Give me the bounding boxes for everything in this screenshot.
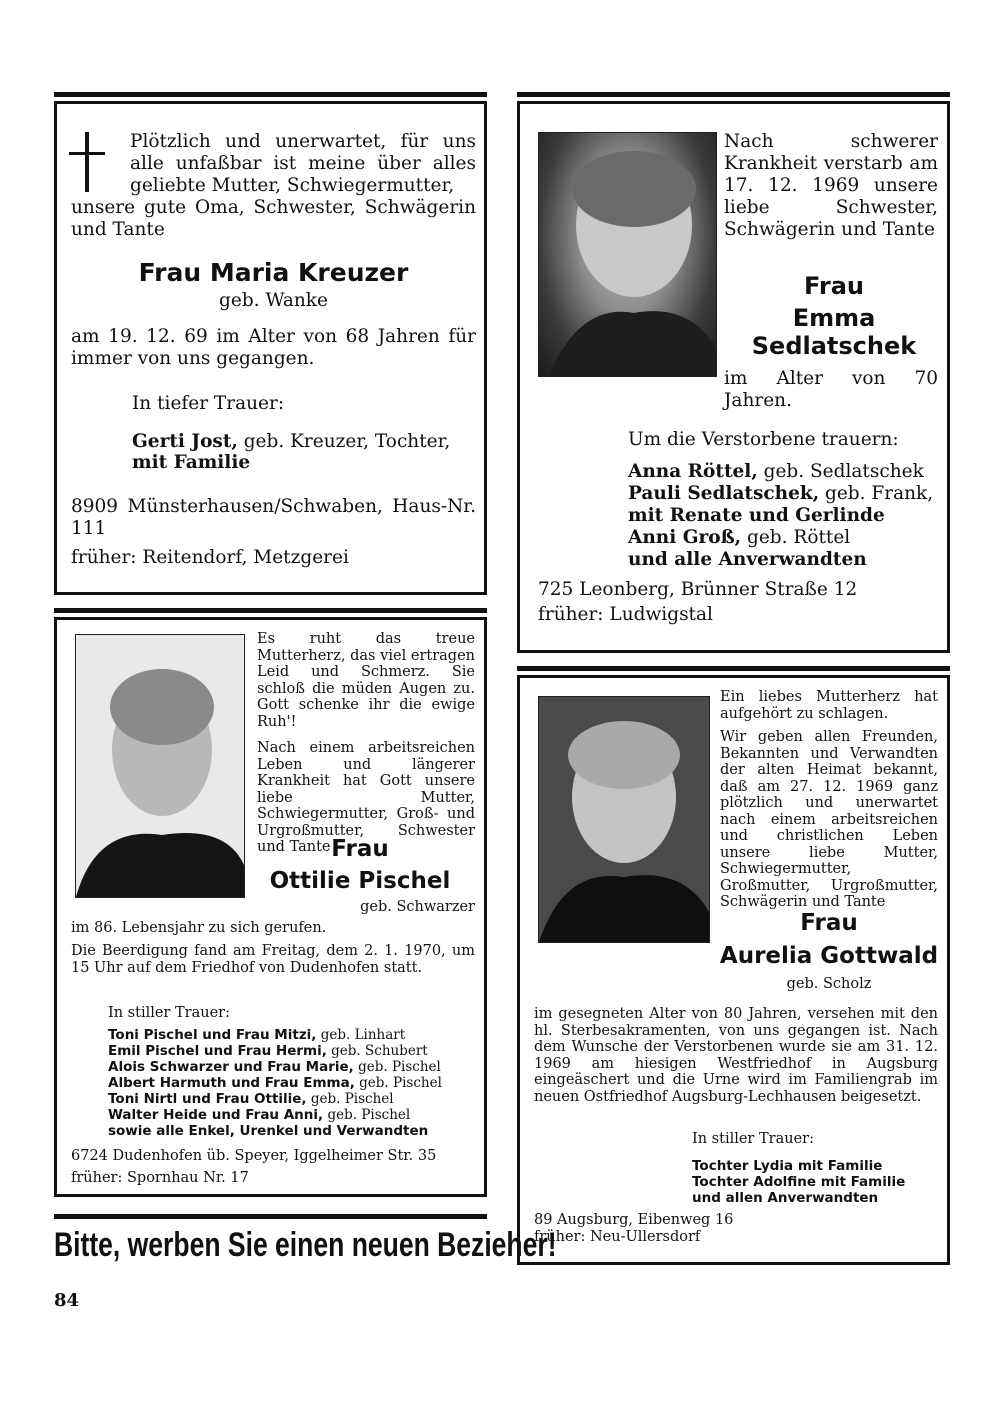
pischel-nee: geb. Schwarzer (360, 899, 475, 915)
pischel-mourner-list (108, 1027, 478, 1139)
mourner-line (108, 1043, 478, 1059)
sedlatschek-address: 725 Leonberg, Brünner Straße 12 (538, 579, 858, 600)
sedlatschek-mourner-list (628, 461, 948, 571)
mourner-detail: geb. Pischel (306, 1091, 394, 1107)
pischel-title-line2: Ottilie Pischel (269, 868, 451, 894)
mourner-detail: geb. Frank, (819, 483, 934, 504)
mourner-line (108, 1091, 478, 1107)
mourner-name: Alois Schwarzer und Frau Marie, (108, 1059, 354, 1075)
kreuzer-address: 8909 Münsterhausen/Schwaben, Haus-Nr. 111 (71, 496, 476, 539)
gottwald-former: früher: Neu-Ullersdorf (534, 1229, 701, 1245)
gottwald-title-line2: Aurelia Gottwald (719, 943, 939, 969)
mourner-name: Walter Heide und Frau Anni, (108, 1107, 324, 1123)
kreuzer-mourner (132, 431, 472, 453)
mourner-line (628, 483, 948, 505)
mourner-detail: geb. Pischel (354, 1075, 442, 1091)
mourner-line (628, 505, 948, 527)
gottwald-portrait-photo (538, 696, 710, 943)
portrait-silhouette (539, 697, 709, 942)
pischel-mourning-heading: In stiller Trauer: (108, 1005, 230, 1021)
obituary-gottwald (517, 675, 950, 1265)
sedlatschek-mourning-heading: Um die Verstorbene trauern: (628, 429, 899, 450)
mourner-detail: geb. Sedlatschek (757, 461, 924, 482)
mourner-line (628, 549, 948, 571)
pischel-title-line1: Frau (331, 836, 389, 862)
mourner-name: Emil Pischel und Frau Hermi, (108, 1043, 327, 1059)
pischel-intro: Nach einem arbeitsreichen Leben und längerer Krankheit hat Gott unsere liebe Mutter, Schwiegermutter, Groß- und Urgroßmutter, Schwester und Tante (257, 740, 475, 855)
sedlatschek-title-line1: Frau (804, 272, 864, 300)
gottwald-intro: Wir geben allen Freunden, Bekannten und Verwandten der alten Heimat bekannt, daß am 27. 12. 1969 ganz plötzlich und unerwartet nach einem arbeitsreichen und christlichen Leben unsere liebe Mutter, Schwiegermutter, Großmutter, Urgroßmutter, Schwägerin und Tante (720, 729, 938, 910)
portrait-silhouette (539, 133, 716, 376)
sedlatschek-title-line2: Emma Sedlatschek (751, 304, 917, 360)
obituary-sedlatschek (517, 101, 950, 653)
kreuzer-mourner-detail: geb. Kreuzer, Tochter, (237, 431, 451, 452)
pischel-funeral: Die Beerdigung fand am Freitag, dem 2. 1. 1970, um 15 Uhr auf dem Friedhof von Dudenhofen statt. (71, 943, 475, 976)
mourner-detail: geb. Linhart (316, 1027, 406, 1043)
mourner-line (628, 527, 948, 549)
mourner-name: mit Renate und Gerlinde (628, 505, 885, 526)
kreuzer-mourner-name: Gerti Jost, (132, 431, 238, 452)
gottwald-mourning-heading: In stiller Trauer: (692, 1131, 814, 1147)
mourner-name: und alle Anverwandten (628, 549, 867, 570)
kreuzer-date-line: am 19. 12. 69 im Alter von 68 Jahren für immer von uns gegangen. (71, 326, 476, 369)
banner-rule (54, 1214, 487, 1219)
gottwald-title-line1: Frau (800, 910, 858, 936)
pischel-portrait-photo (75, 634, 245, 898)
gottwald-details: im gesegneten Alter von 80 Jahren, versehen mit den hl. Sterbesakramenten, von uns gegangen ist. Nach dem Wunsche der Verstorbenen wurde sie am 31. 12. 1969 am hiesigen Westfriedhof in Augsburg eingeäschert und die Urne wird im Familiengrab im neuen Ostfriedhof Augsburg-Lechhausen beigesetzt. (534, 1006, 938, 1105)
sedlatschek-intro: Nach schwerer Krankheit verstarb am 17. 12. 1969 unsere liebe Schwester, Schwägerin und Tante (724, 131, 938, 240)
kreuzer-mourning-heading: In tiefer Trauer: (132, 393, 285, 414)
sedlatschek-former: früher: Ludwigstal (538, 604, 713, 625)
mourner-line (108, 1027, 478, 1043)
mourner-line (108, 1107, 478, 1123)
kreuzer-former: früher: Reitendorf, Metzgerei (71, 547, 349, 568)
gottwald-nee: geb. Scholz (786, 976, 872, 992)
mourner-name: Anni Groß, (628, 527, 742, 548)
mourner-line (628, 461, 948, 483)
mourner-line: Tochter Adolfine mit Familie (692, 1174, 906, 1190)
mourner-line (108, 1075, 478, 1091)
mourner-name: sowie alle Enkel, Urenkel und Verwandten (108, 1123, 429, 1139)
mourner-detail: geb. Röttel (741, 527, 851, 548)
mourner-name: Pauli Sedlatschek, (628, 483, 820, 504)
sedlatschek-age: im Alter von 70 Jahren. (724, 368, 938, 411)
gottwald-poem: Ein liebes Mutterherz hat aufgehört zu schlagen. (720, 689, 938, 722)
mourner-line: und allen Anverwandten (692, 1190, 879, 1206)
mourner-name: Anna Röttel, (628, 461, 758, 482)
kreuzer-family: mit Familie (132, 452, 251, 473)
pischel-age: im 86. Lebensjahr zu sich gerufen. (71, 920, 327, 936)
mourner-detail: geb. Pischel (353, 1059, 441, 1075)
kreuzer-title: Frau Maria Kreuzer (138, 258, 409, 287)
kreuzer-nee: geb. Wanke (219, 290, 328, 311)
gottwald-mourner-list (692, 1158, 942, 1206)
mourner-name: Albert Harmuth und Frau Emma, (108, 1075, 355, 1091)
mourner-line (108, 1123, 478, 1139)
obituary-kreuzer (54, 101, 487, 595)
page-number: 84 (54, 1290, 80, 1311)
pischel-address: 6724 Dudenhofen üb. Speyer, Iggelheimer Str. 35 (71, 1148, 437, 1164)
pischel-poem: Es ruht das treue Mutterherz, das viel ertragen Leid und Schmerz. Sie schloß die müden Augen zu. Gott schenke ihr die ewige Ruh'! (257, 631, 475, 730)
sedlatschek-portrait-photo (538, 132, 717, 377)
mourner-detail: geb. Pischel (323, 1107, 411, 1123)
obituary-pischel (54, 617, 487, 1197)
mourner-name: Toni Pischel und Frau Mitzi, (108, 1027, 317, 1043)
mourner-detail: geb. Schubert (326, 1043, 428, 1059)
portrait-silhouette (76, 635, 244, 897)
kreuzer-intro-rest: unsere gute Oma, Schwester, Schwägerin und Tante (71, 197, 476, 240)
banner-appeal: Bitte, werben Sie einen neuen Bezieher! (54, 1226, 557, 1264)
mourner-name: Toni Nirtl und Frau Ottilie, (108, 1091, 307, 1107)
kreuzer-intro-first: Plötzlich und unerwartet, für uns alle unfaßbar ist meine über alles geliebte Mutter, Schwiegermutter, (130, 131, 476, 196)
mourner-line: Tochter Lydia mit Familie (692, 1158, 883, 1174)
gottwald-address: 89 Augsburg, Eibenweg 16 (534, 1212, 734, 1228)
mourner-line (108, 1059, 478, 1075)
cross-icon (69, 132, 103, 192)
pischel-former: früher: Spornhau Nr. 17 (71, 1170, 249, 1186)
